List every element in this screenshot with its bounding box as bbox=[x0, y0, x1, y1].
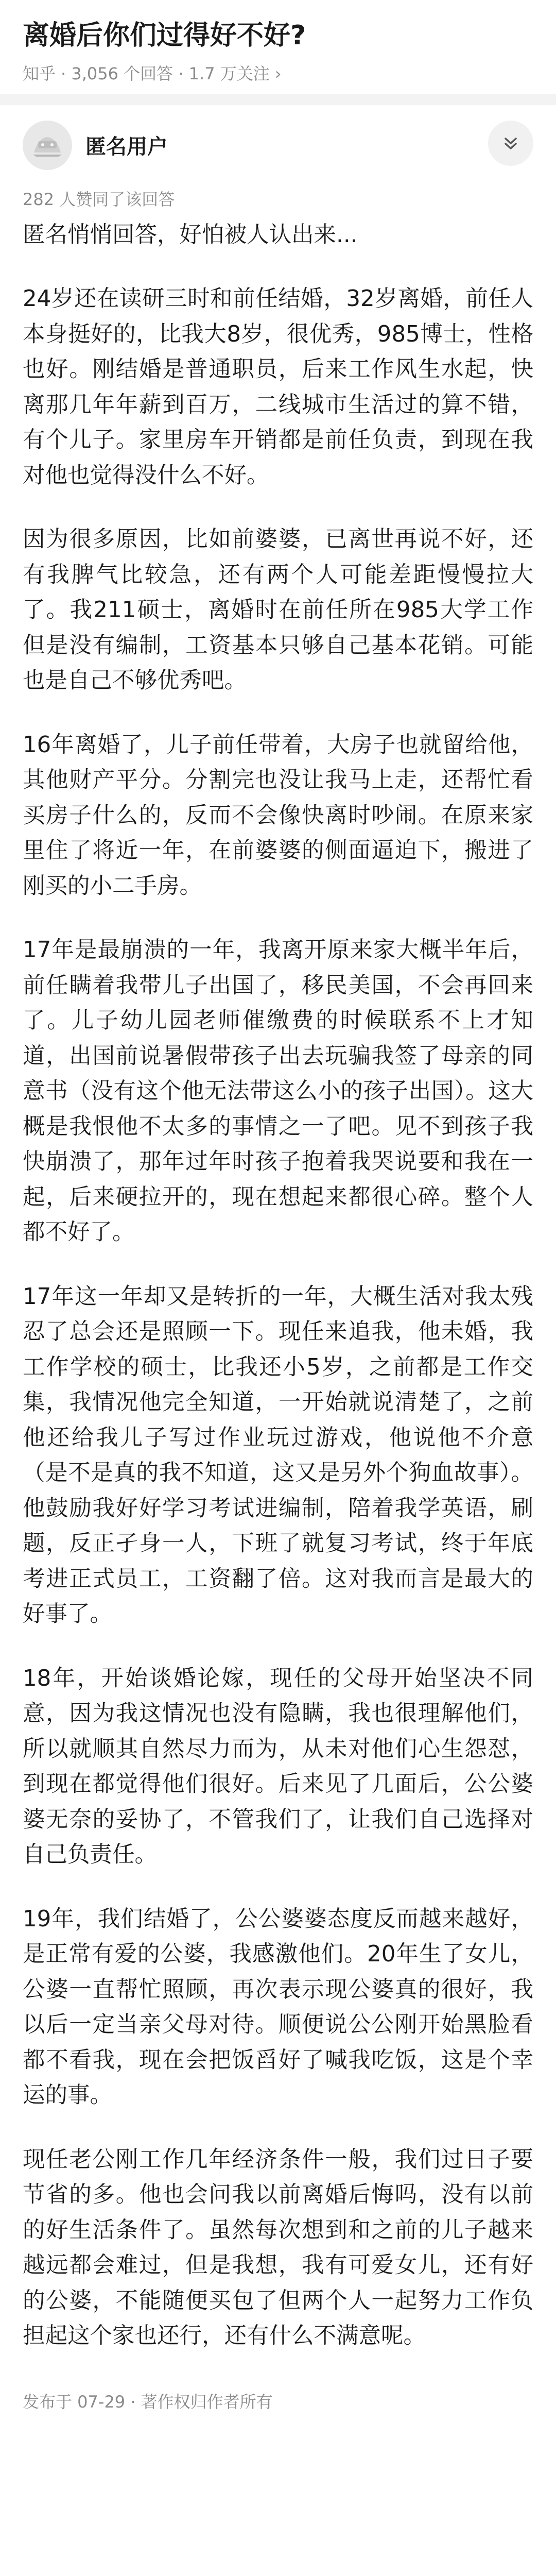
publish-info: 发布于 07-29 · 著作权归作者所有 bbox=[23, 2392, 273, 2412]
answer-paragraph: 18年，开始谈婚论嫁，现任的父母开始坚决不同意，因为我这情况也没有隐瞒，我也很理解他们，所以就顺其自然尽力而为，从未对他们心生怨怼，到现在都觉得他们很好。后来见了几面后，公公婆婆无奈的妥协了，不管我们了，让我们自己选择对自己负责任。 bbox=[23, 1665, 533, 1868]
answer-paragraph: 16年离婚了，儿子前任带着，大房子也就留给他，其他财产平分。分割完也没让我马上走，还帮忙看买房子什么的，反而不会像快离时吵闹。在原来家里住了将近一年，在前婆婆的侧面逼迫下，搬进了刚买的小二手房。 bbox=[23, 732, 533, 899]
question-header bbox=[0, 0, 556, 94]
question-meta bbox=[23, 61, 533, 84]
answer-content bbox=[0, 217, 556, 2354]
answer-author bbox=[0, 105, 556, 175]
answer-paragraph: 因为很多原因，比如前婆婆，已离世再说不好，还有我脾气比较急，还有两个人可能差距慢慢拉大了。我211硕士，离婚时在前任所在985大学工作但是没有编制，工资基本只够自己基本花销。可能也是自己不够优秀吧。 bbox=[23, 527, 533, 694]
answer-paragraph: 17年是最崩溃的一年，我离开原来家大概半年后，前任瞒着我带儿子出国了，移民美国，不会再回来了。儿子幼儿园老师催缴费的时候联系不上才知道，出国前说暑假带孩子出去玩骗我签了母亲的同意书（没有这个他无法带这么小的孩子出国）。这大概是我恨他不太多的事情之一了吧。见不到孩子我快崩溃了，那年过年时孩子抱着我哭说要和我在一起，后来硬拉开的，现在想起来都很心碎。整个人都不好了。 bbox=[23, 937, 533, 1246]
answer-paragraph: 匿名悄悄回答，好怕被人认出来... bbox=[23, 222, 358, 248]
chevron-double-down-icon[interactable] bbox=[488, 121, 533, 166]
answer-paragraph: 24岁还在读研三时和前任结婚，32岁离婚，前任人本身挺好的，比我大8岁，很优秀，985博士，性格也好。刚结婚是普通职员，后来工作风生水起，快离那几年年薪到百万，二线城市生活过的算不错，有个儿子。家里房车开销都是前任负责，到现在我对他也觉得没什么不好。 bbox=[23, 286, 534, 488]
answer-paragraph: 17年这一年却又是转折的一年，大概生活对我太残忍了总会还是照顾一下。现任来追我，他未婚，我工作学校的硕士，比我还小5岁，之前都是工作交集，我情况他完全知道，一开始就说清楚了，之前他还给我儿子写过作业玩过游戏，他说他不介意（是不是真的我不知道，这又是另外个狗血故事）。他鼓励我好好学习考试进编制，陪着我学英语，刷题，反正孑身一人，下班了就复习考试，终于年底考进正式员工，工资翻了倍。这对我而言是最大的好事了。 bbox=[23, 1283, 533, 1628]
upvote-count: 282 人赞同了该回答 bbox=[23, 189, 175, 209]
section-divider bbox=[0, 94, 556, 105]
source-label: 知乎 bbox=[23, 63, 56, 83]
avatar-anonymous-icon[interactable] bbox=[23, 121, 72, 170]
question-title[interactable]: 离婚后你们过得好不好? bbox=[23, 20, 306, 51]
author-name[interactable]: 匿名用户 bbox=[85, 135, 168, 159]
answer-follow-count[interactable]: · 3,056 个回答 · 1.7 万关注 › bbox=[61, 63, 282, 83]
answer-paragraph: 19年，我们结婚了，公公婆婆态度反而越来越好，是正常有爱的公婆，我感激他们。20年生了女儿，公婆一直帮忙照顾，再次表示现公婆真的很好，我以后一定当亲父母对待。顺便说公公刚开始黑脸看都不看我，现在会把饭舀好了喊我吃饭，这是个幸运的事。 bbox=[23, 1906, 533, 2109]
answer-paragraph: 现任老公刚工作几年经济条件一般，我们过日子要节省的多。他也会问我以前离婚后悔吗，没有以前的好生活条件了。虽然每次想到和之前的儿子越来越远都会难过，但是我想，我有可爱女儿，还有好的公婆，不能随便买包了但两个人一起努力工作负担起这个家也还行，还有什么不满意呢。 bbox=[23, 2146, 533, 2349]
